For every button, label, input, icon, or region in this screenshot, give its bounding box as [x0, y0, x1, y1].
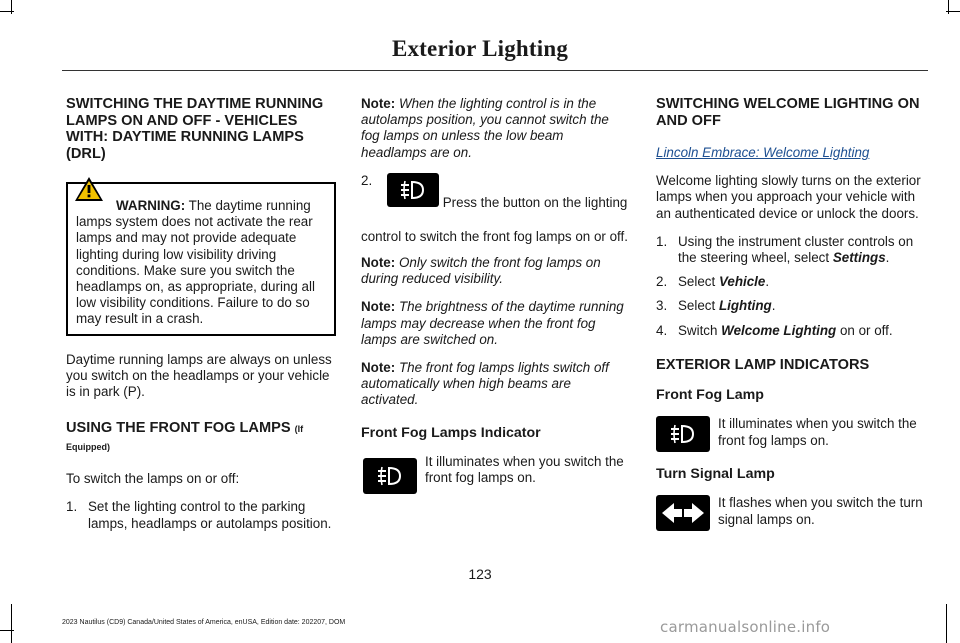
crop-mark — [11, 604, 12, 643]
crop-mark — [946, 604, 947, 643]
note-brightness: Note: The brightness of the daytime running lamps may decrease when the front fog lamps are switched on. — [361, 299, 624, 347]
crop-mark — [0, 630, 14, 631]
front-fog-lamp-indicator-icon — [363, 458, 417, 494]
fog-indicator-heading: Front Fog Lamps Indicator — [361, 424, 541, 441]
list-item: 1. Using the instrument cluster controls on the steering wheel, select Settings. — [656, 233, 914, 266]
watermark: carmanualsonline.info — [660, 618, 831, 636]
fog-lamps-heading: USING THE FRONT FOG LAMPS (If Equipped) — [66, 420, 304, 452]
front-fog-lamp-row — [656, 416, 928, 452]
front-fog-lamp-button-icon — [387, 173, 439, 207]
fog-indicator-text: It illuminates when you switch the front fog lamps on. — [425, 453, 624, 485]
if-equipped-label: (If Equipped) — [66, 424, 304, 452]
crop-mark — [946, 11, 960, 12]
welcome-lighting-link-row — [656, 145, 928, 161]
fog-steps — [66, 499, 336, 531]
middle-column — [361, 96, 631, 508]
warning-text: The daytime running lamps system does not activate the rear lamps and may not provide adequate lighting during low visibility driving conditions. Make sure you switch the headlamps on, as appropriate, during all low visibility conditions. Failure to do so may result in a crash. — [76, 198, 315, 327]
fog-intro: To switch the lamps on or off: — [66, 471, 240, 487]
fog-indicator-row — [361, 454, 631, 494]
list-item: 3. Select Lighting. — [656, 298, 776, 314]
right-column — [656, 96, 928, 545]
note-autolamps: Note: When the lighting control is in the autolamps position, you cannot switch the fog lamps on unless the low beam headlamps are on. — [361, 96, 609, 160]
welcome-lighting-link[interactable]: Lincoln Embrace: Welcome Lighting — [656, 145, 870, 160]
left-column — [66, 96, 336, 540]
front-fog-lamp-text: It illuminates when you switch the front fog lamps on. — [718, 416, 917, 448]
page-number: 123 — [468, 566, 492, 582]
drl-heading: SWITCHING THE DAYTIME RUNNING LAMPS ON AND OFF - VEHICLES WITH: DAYTIME RUNNING LAMPS (DRL) — [66, 96, 324, 162]
front-fog-lamp-heading: Front Fog Lamp — [656, 387, 764, 404]
warning-label: WARNING: — [116, 198, 186, 213]
exterior-lamp-indicators-heading: EXTERIOR LAMP INDICATORS — [656, 356, 870, 373]
header-divider — [62, 70, 928, 71]
turn-signal-heading: Turn Signal Lamp — [656, 466, 775, 483]
warning-box — [66, 182, 336, 336]
crop-mark — [0, 11, 14, 12]
turn-signal-text: It flashes when you switch the turn signal lamps on. — [718, 495, 923, 527]
front-fog-lamp-indicator-icon — [656, 416, 710, 452]
turn-signal-row — [656, 495, 928, 531]
note-reduced-visibility: Note: Only switch the front fog lamps on during reduced visibility. — [361, 255, 601, 287]
welcome-lighting-heading: SWITCHING WELCOME LIGHTING ON AND OFF — [656, 96, 920, 129]
page-title: Exterior Lighting — [391, 36, 569, 61]
list-item: 1. Set the lighting control to the parking lamps, headlamps or autolamps position. — [66, 499, 332, 531]
welcome-intro: Welcome lighting slowly turns on the exterior lamps when you approach your vehicle with an authenticated device or unlock the doors. — [656, 173, 921, 221]
list-item: 2. Select Vehicle. — [656, 274, 770, 290]
warning-triangle-icon — [74, 176, 104, 202]
drl-paragraph: Daytime running lamps are always on unless you switch on the headlamps or your vehicle is in park (P). — [66, 351, 332, 400]
edition-info: 2023 Nautilus (CD9) Canada/United States of America, enUSA, Edition date: 202207, DOM — [62, 619, 346, 626]
step-2: 2. Press the button on the lighting control to switch the front fog lamps on or off. — [361, 172, 628, 244]
note-high-beams: Note: The front fog lamps lights switch off automatically when high beams are activated. — [361, 360, 609, 408]
welcome-steps — [656, 234, 928, 339]
turn-signal-arrows-icon — [656, 495, 710, 531]
list-item: 4. Switch Welcome Lighting on or off. — [656, 322, 893, 338]
